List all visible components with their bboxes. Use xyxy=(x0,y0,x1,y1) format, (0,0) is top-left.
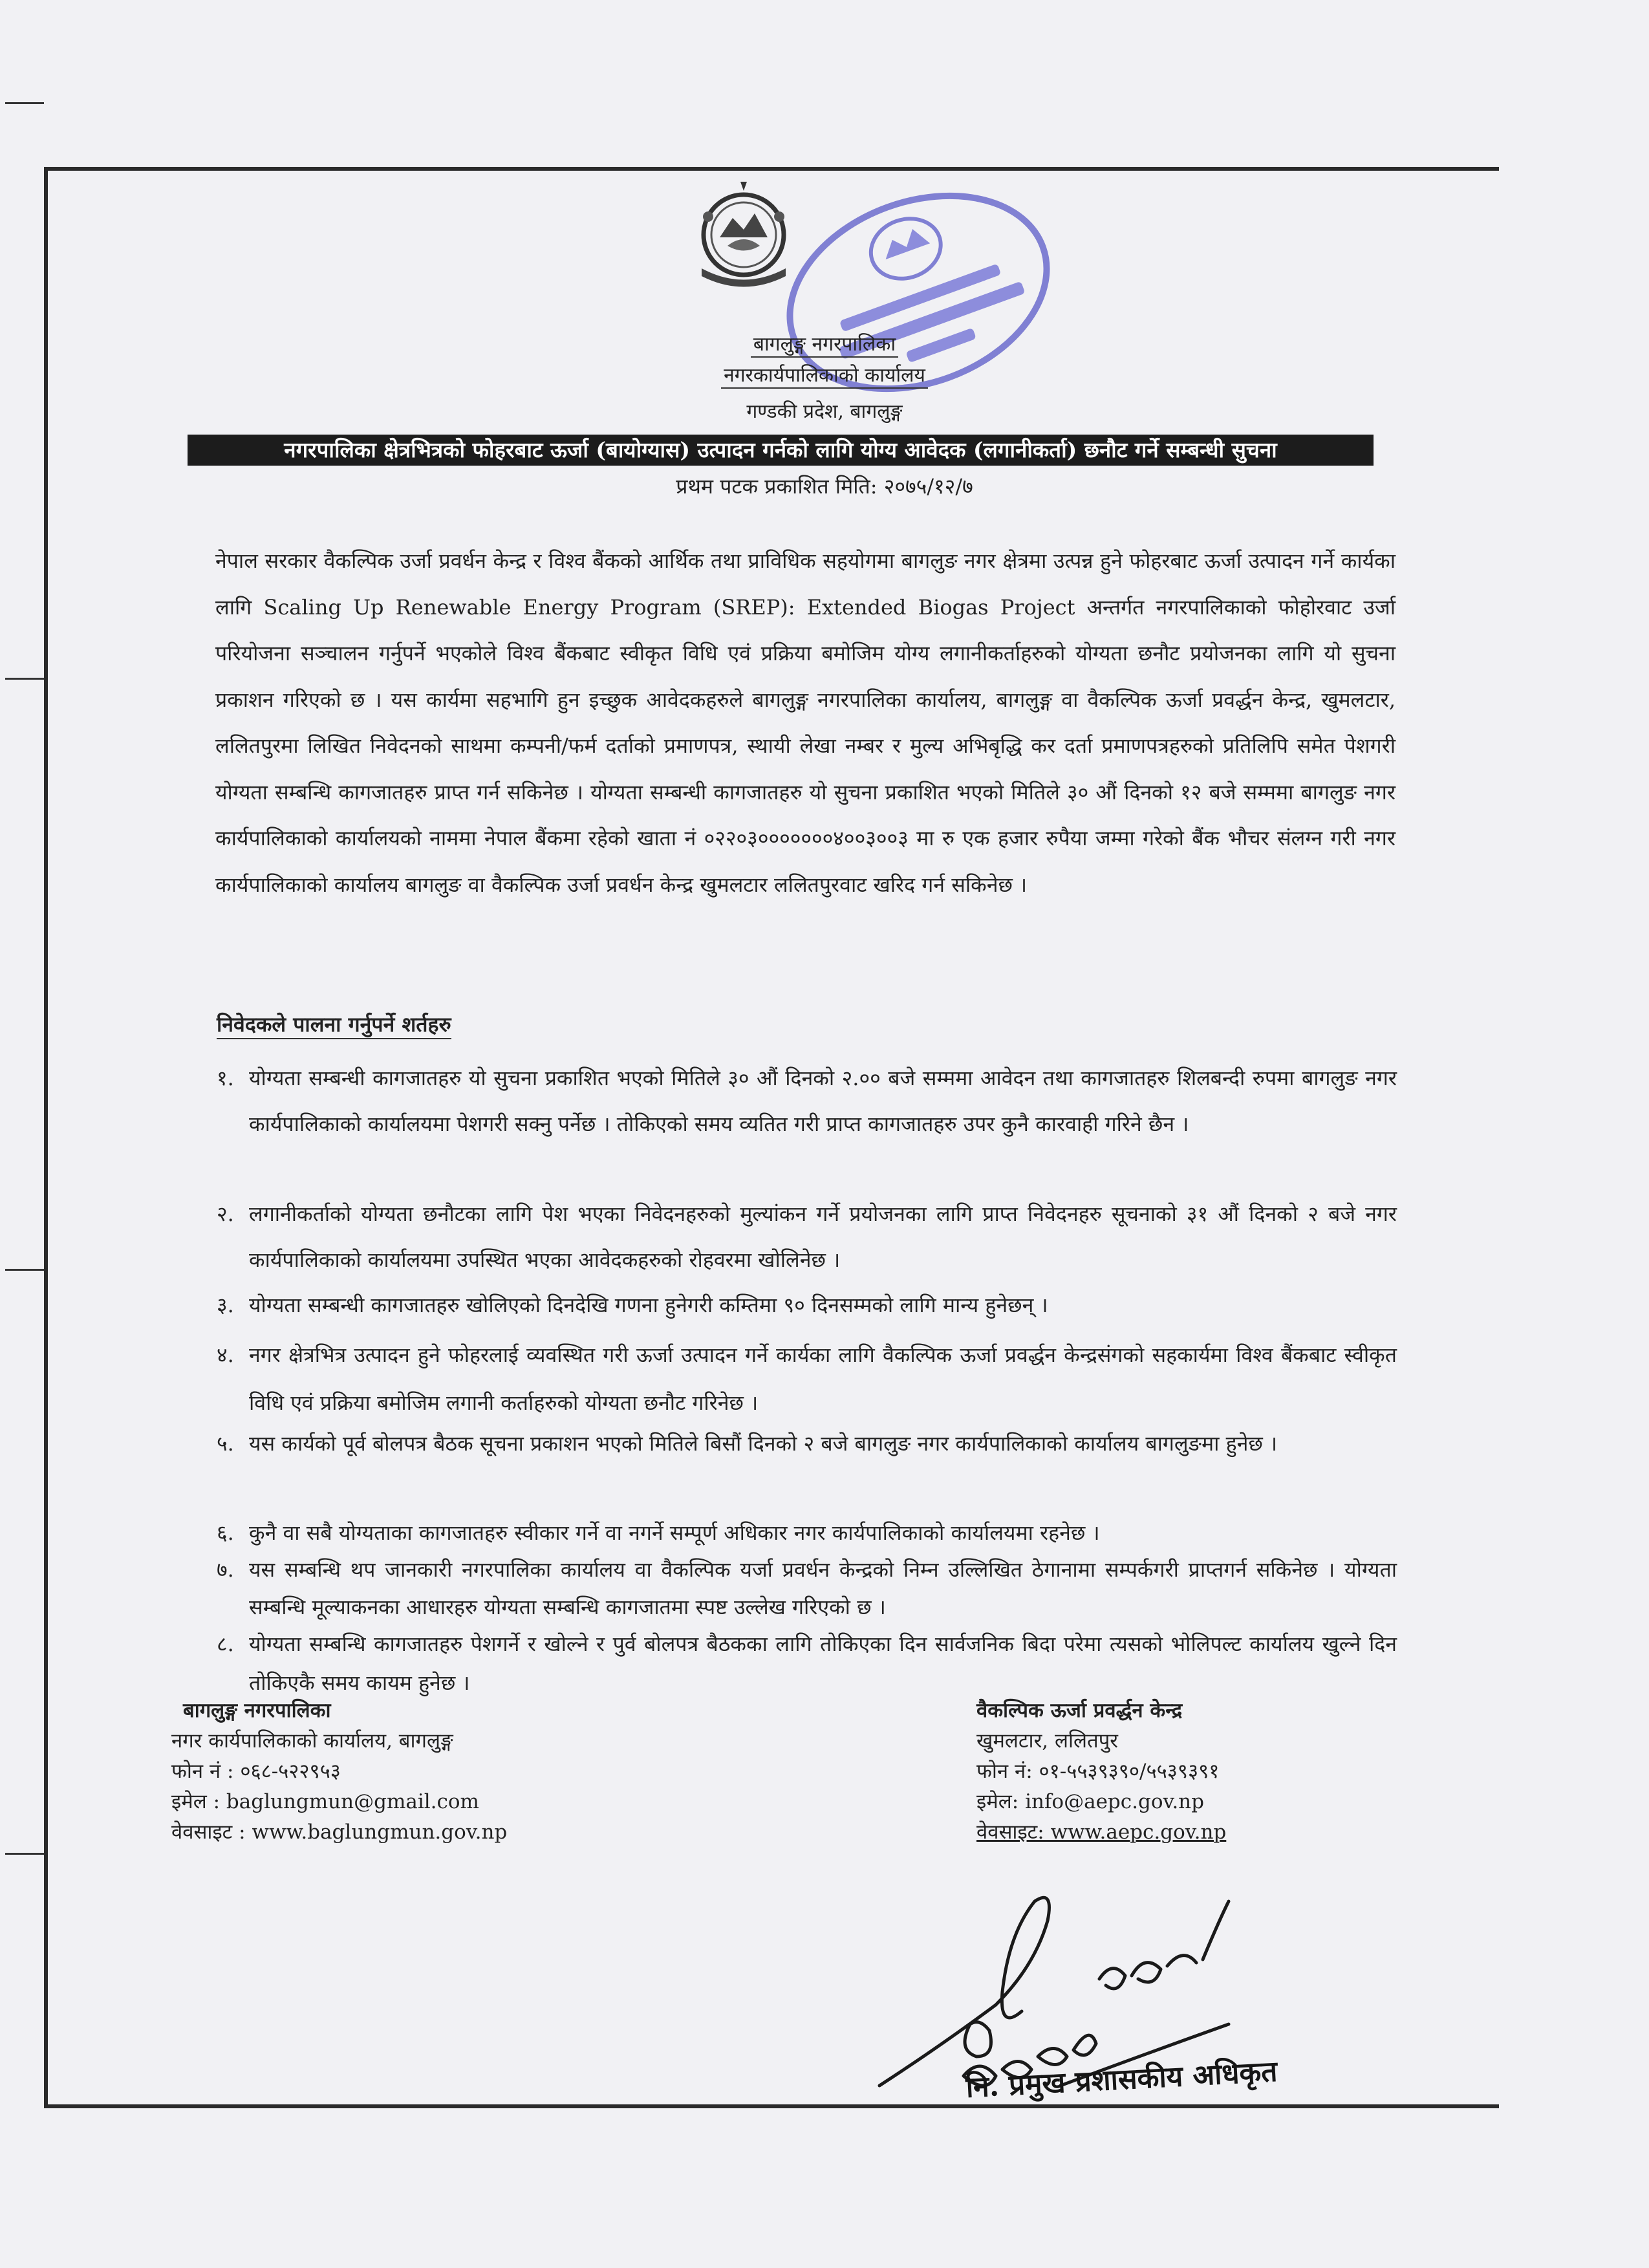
condition-text: नगर क्षेत्रभित्र उत्पादन हुने फोहरलाई व्यवस्थित गरी ऊर्जा उत्पादन गर्ने कार्यका लागि वैकल्पिक ऊर्जा प्रवर्द्धन केन्द्रसंगको सहकार्यमा विश्व बैंकबाट स्वीकृत विधि एवं प्रक्रिया बमोजिम लगानी कर्ताहरुको योग्यता छनौट गरिनेछ । xyxy=(249,1343,1397,1415)
notice-body: नेपाल सरकार वैकल्पिक उर्जा प्रवर्धन केन्द्र र विश्व बैंकको आर्थिक तथा प्राविधिक सहयोगमा बागलुङ नगर क्षेत्रमा उत्पन्न हुने फोहरबाट ऊर्जा उत्पादन गर्ने कार्यका लागि Scaling Up Renewable Energy Program (SREP): Extended Biogas Project अन्तर्गत नगरपालिकाको फोहोरवाट उर्जा परियोजना सञ्चालन गर्नुपर्ने भएकोले विश्व बैंकबाट स्वीकृत विधि एवं प्रक्रिया बमोजिम योग्य लगानीकर्ताहरुको योग्यता छनौट प्रयोजनका लागि यो सुचना प्रकाशन गरिएको छ । यस कार्यमा सहभागि हुन इच्छुक आवेदकहरुले बागलुङ्ग नगरपालिका कार्यालय, बागलुङ्ग वा वैकल्पिक ऊर्जा प्रवर्द्धन केन्द्र, खुमलटार, ललितपुरमा लिखित निवेदनको साथमा कम्पनी/फर्म दर्ताको प्रमाणपत्र, स्थायी लेखा नम्बर र मुल्य अभिबृद्धि कर दर्ता प्रमाणपत्रहरुको प्रतिलिपि समेत पेशगरी योग्यता सम्बन्धि कागजातहरु प्राप्त गर्न सकिनेछ । योग्यता सम्बन्धी कागजातहरु यो सुचना प्रकाशित भएको मितिले ३० औं दिनको १२ बजे सम्ममा बागलुङ नगर कार्यपालिकाको कार्यालयको नाममा नेपाल बैंकमा रहेको खाता नं ०२२०३०००००००४००३००३ मा रु एक हजार रुपैया जम्मा गरेको बैंक भौचर संलग्न गरी नगर कार्यपालिकाको कार्यालय बागलुङ वा वैकल्पिक उर्जा प्रवर्धन केन्द्र खुमलटार ललितपुरवाट खरिद गर्न सकिनेछ । xyxy=(215,548,1396,897)
publication-date: प्रथम पटक प्रकाशित मिति: २०७५/१२/७ xyxy=(676,474,973,499)
margin-mark xyxy=(5,678,44,680)
condition-number: १. xyxy=(217,1066,234,1090)
condition-item xyxy=(217,1331,1397,1427)
condition-number: ८. xyxy=(217,1632,234,1656)
condition-item xyxy=(217,1421,1397,1465)
condition-number: ६. xyxy=(217,1520,234,1545)
margin-mark xyxy=(5,1269,44,1271)
signer-title: नि. प्रमुख प्रशासकीय अधिकृत xyxy=(965,2055,1278,2104)
margin-mark xyxy=(5,102,44,104)
margin-mark xyxy=(5,1853,44,1855)
contact-name: बागलुङ्ग नगरपालिका xyxy=(183,1699,331,1722)
office-name: नगरकार्यपालिकाको कार्यालय xyxy=(0,361,1649,389)
condition-text: योग्यता सम्बन्धी कागजातहरु खोलिएको दिनदेखि गणना हुनेगरी कम्तिमा ९० दिनसम्मको लागि मान्य हुनेछन् । xyxy=(249,1293,1048,1317)
contact-name: वैकल्पिक ऊर्जा प्रवर्द्धन केन्द्र xyxy=(976,1699,1183,1722)
org-name: बागलुङ्ग नगरपालिका xyxy=(0,330,1649,358)
condition-text: यस सम्बन्धि थप जानकारी नगरपालिका कार्यालय वा वैकल्पिक यर्जा प्रवर्धन केन्द्रको निम्न उल्लिखित ठेगानामा सम्पर्कगरी प्राप्तगर्न सकिनेछ । योग्यता सम्बन्धि मूल्याकनका आधारहरु योग्यता सम्बन्धि कागजातमा स्पष्ट उल्लेख गरिएको छ । xyxy=(249,1557,1397,1619)
contact-email: इमेल : baglungmun@gmail.com xyxy=(171,1790,479,1813)
condition-number: ३. xyxy=(217,1293,234,1317)
condition-item xyxy=(217,1286,1397,1324)
condition-item xyxy=(217,1625,1397,1702)
contact-website: वेवसाइट: www.aepc.gov.np xyxy=(976,1820,1227,1844)
contact-phone: फोन नं : ०६८-५२२९५३ xyxy=(171,1760,341,1783)
contact-website: वेवसाइट : www.baglungmun.gov.np xyxy=(171,1820,508,1844)
condition-number: ७. xyxy=(217,1557,234,1582)
notice-title: नगरपालिका क्षेत्रभित्रको फोहरबाट ऊर्जा (बायोग्यास) उत्पादन गर्नको लागि योग्य आवेदक (लगानीकर्ता) छनौट गर्ने सम्बन्धी सुचना xyxy=(188,435,1374,466)
condition-item xyxy=(217,1055,1397,1147)
condition-number: २. xyxy=(217,1202,234,1226)
condition-text: लगानीकर्ताको योग्यता छनौटका लागि पेश भएका निवेदनहरुको मुल्यांकन गर्ने प्रयोजनका लागि प्राप्त निवेदनहरु सूचनाको ३१ औं दिनको २ बजे नगर कार्यपालिकाको कार्यालयमा उपस्थित भएका आवेदकहरुको रोहवरमा खोलिनेछ । xyxy=(249,1202,1397,1272)
contact-address: खुमलटार, ललितपुर xyxy=(976,1729,1118,1753)
condition-item xyxy=(217,1191,1397,1283)
contact-email: इमेल: info@aepc.gov.np xyxy=(976,1790,1204,1813)
condition-number: ५. xyxy=(217,1431,234,1456)
conditions-heading: निवेदकले पालना गर्नुपर्ने शर्तहरु xyxy=(217,1010,451,1039)
condition-text: कुनै वा सबै योग्यताका कागजातहरु स्वीकार गर्ने वा नगर्ने सम्पूर्ण अधिकार नगर कार्यपालिकाको कार्यालयमा रहनेछ । xyxy=(249,1520,1100,1545)
contact-municipality xyxy=(171,1696,507,1848)
condition-text: योग्यता सम्बन्धि कागजातहरु पेशगर्ने र खोल्ने र पुर्व बोलपत्र बैठकका लागि तोकिएका दिन सार्वजनिक बिदा परेमा त्यसको भोलिपल्ट कार्यालय खुल्ने दिन तोकिएकै समय कायम हुनेछ । xyxy=(249,1632,1397,1695)
contact-office: नगर कार्यपालिकाको कार्यालय, बागलुङ्ग xyxy=(171,1729,453,1753)
condition-item xyxy=(217,1515,1397,1551)
condition-text: यस कार्यको पूर्व बोलपत्र बैठक सूचना प्रकाशन भएको मितिले बिसौं दिनको २ बजे बागलुङ नगर कार्यपालिकाको कार्यालय बागलुङमा हुनेछ । xyxy=(249,1431,1278,1456)
contact-aepc xyxy=(976,1696,1226,1848)
office-address: गण्डकी प्रदेश, बागलुङ्ग xyxy=(746,400,903,423)
contact-phone: फोन नं: ०१-५५३९३९०/५५३९३९१ xyxy=(976,1760,1220,1783)
condition-item xyxy=(217,1551,1397,1626)
condition-text: योग्यता सम्बन्धी कागजातहरु यो सुचना प्रकाशित भएको मितिले ३० औं दिनको २.०० बजे सम्ममा आवेदन तथा कागजातहरु शिलबन्दी रुपमा बागलुङ नगर कार्यपालिकाको कार्यालयमा पेशगरी सक्नु पर्नेछ । तोकिएको समय व्यतित गरी प्राप्त कागजातहरु उपर कुनै कारवाही गरिने छैन । xyxy=(249,1066,1397,1136)
condition-number: ४. xyxy=(217,1343,234,1367)
